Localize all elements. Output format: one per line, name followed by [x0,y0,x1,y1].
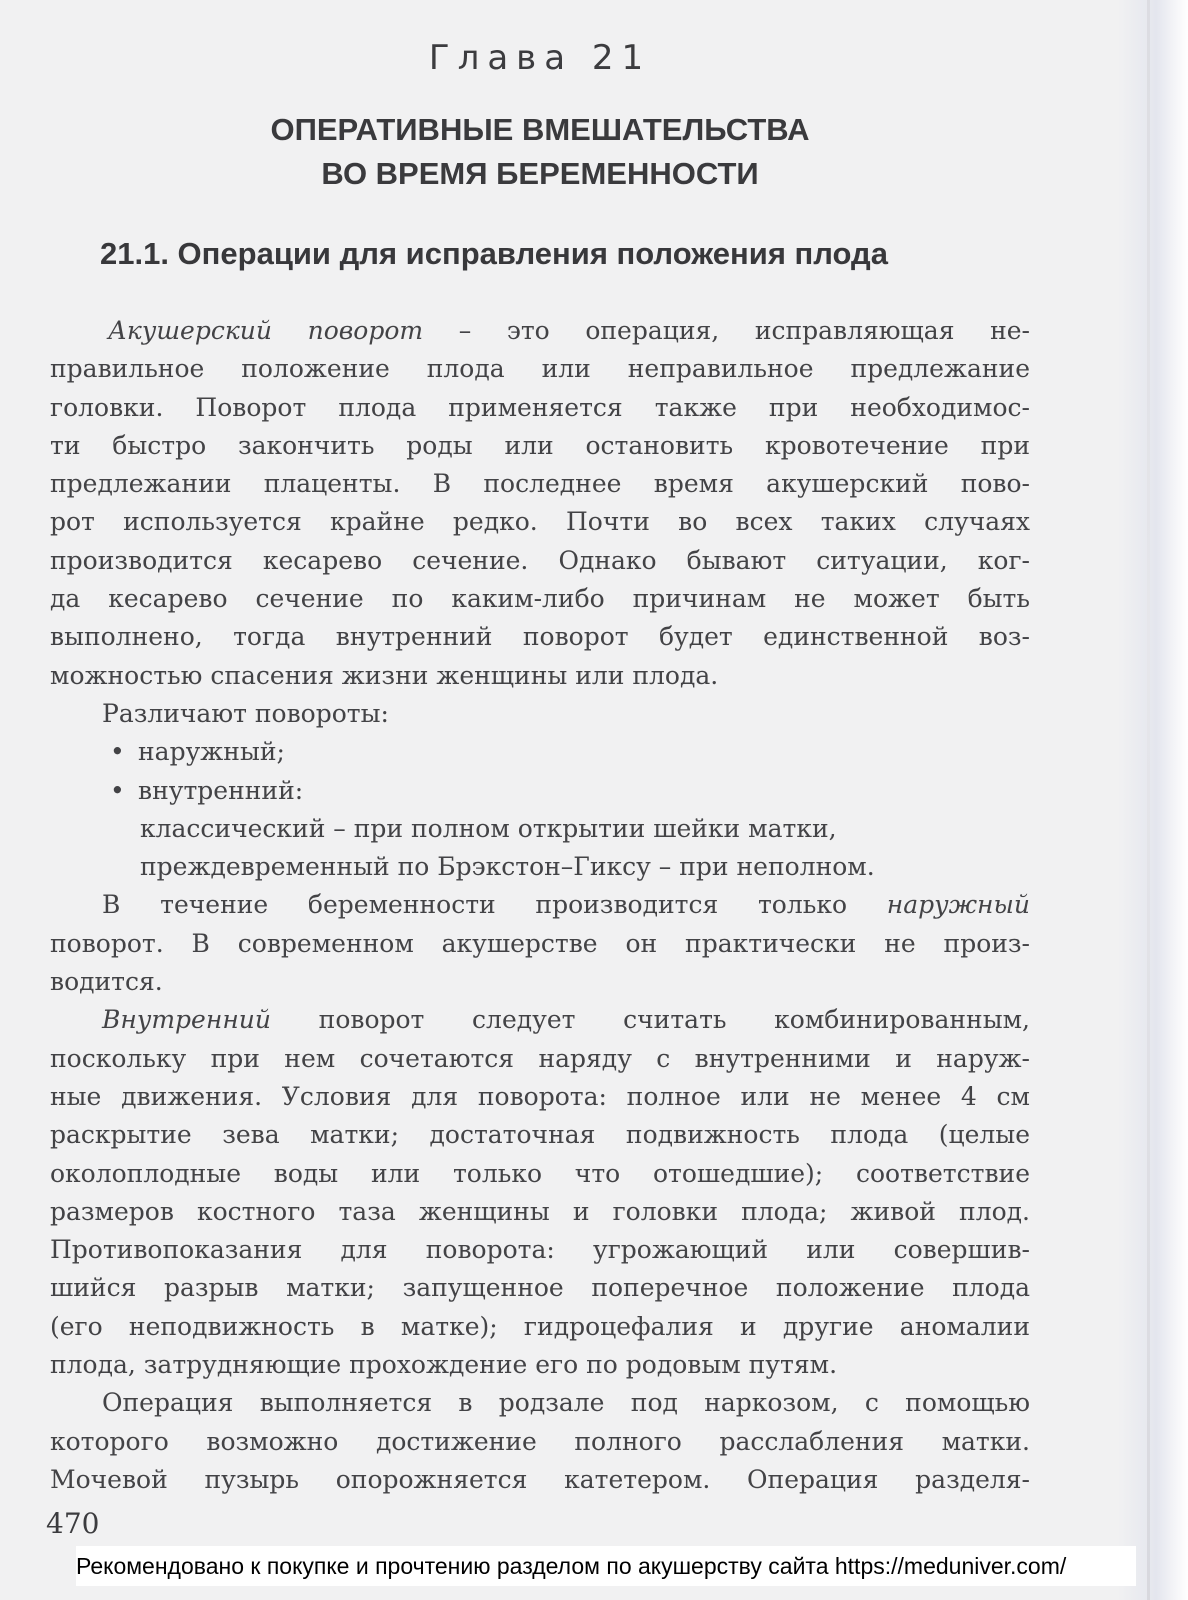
list-item: • наружный; [50,733,1030,771]
paragraph-line: Операция выполняется в родзале под наркозом, с помощью [102,1388,1030,1418]
paragraph-line: Противопоказания для поворота: угрожающий или совершив- [50,1235,1030,1265]
paragraph-line: выполнено, тогда внутренний поворот будет единственной воз- [50,622,1030,652]
italic-term: Внутренний [102,1005,271,1035]
paragraph-line: (его неподвижность в матке); гидроцефалия и другие аномалии [50,1311,1030,1341]
paragraph-line: водится. [50,967,163,997]
chapter-title [0,108,1080,196]
italic-term: наружный [886,890,1030,920]
bullet-icon: • [110,775,125,805]
source-banner: Рекомендовано к покупке и прочтению разделом по акушерству сайта https://meduniver.com/ [76,1546,1136,1586]
page-number: 470 [46,1507,100,1540]
paragraph-line: производится кесарево сечение. Однако бывают ситуации, ког- [50,545,1030,575]
paragraph-line: Мочевой пузырь опорожняется катетером. Операция разделя- [50,1464,1030,1494]
chapter-title-line: ОПЕРАТИВНЫЕ ВМЕШАТЕЛЬСТВА [270,112,810,147]
paragraph-line: да кесарево сечение по каким-либо причинам не может быть [50,584,1030,614]
paragraph-line: ти быстро закончить роды или остановить кровотечение при [50,430,1030,460]
paragraph-line: предлежании плаценты. В последнее время акушерский пово- [50,469,1030,499]
paragraph-line: Акушерский поворот – это операция, исправляющая не- [108,316,1030,345]
paragraph-line: плода, затрудняющие прохождение его по родовым путям. [50,1350,838,1380]
paragraph-line: шийся разрыв матки; запущенное поперечное положение плода [50,1273,1030,1303]
paragraph-line: рот используется крайне редко. Почти во всех таких случаях [50,507,1030,537]
paragraph-line: головки. Поворот плода применяется также при необходимос- [50,392,1030,422]
list-subitem: преждевременный по Брэкстон–Гиксу – при неполном. [140,852,875,882]
paragraph-line: можностью спасения жизни женщины или плода. [50,660,719,690]
paragraph-line: размеров костного таза женщины и головки плода; живой плод. [50,1196,1030,1226]
paragraph-line: которого возможно достижение полного расслабления матки. [50,1426,1030,1456]
chapter-title-line: ВО ВРЕМЯ БЕРЕМЕННОСТИ [321,156,759,191]
paragraph-line: ные движения. Условия для поворота: полное или не менее 4 см [50,1081,1030,1111]
paragraph-line: раскрытие зева матки; достаточная подвижность плода (целые [50,1120,1030,1150]
paragraph-line: Внутренний поворот следует считать комбинированным, [102,1005,1030,1035]
paragraph-line: правильное положение плода или неправильное предлежание [50,354,1030,384]
paragraph-line: поворот. В современном акушерстве он практически не произ- [50,928,1030,958]
chapter-label: Глава 21 [428,38,652,78]
list-intro: Различают повороты: [102,698,389,728]
italic-term: Акушерский поворот [108,316,424,345]
body-text [50,312,1030,1499]
section-title: 21.1. Операции для исправления положения плода [100,236,888,271]
paragraph-line: поскольку при нем сочетаются наряду с внутренними и наруж- [50,1043,1030,1073]
paragraph-line: околоплодные воды или только что отошедшие); соответствие [50,1158,1030,1188]
list-subitem: классический – при полном открытии шейки матки, [140,813,837,843]
paragraph-line: В течение беременности производится только наружный [102,890,1030,920]
bullet-icon: • [110,737,125,767]
list-item: • внутренний: [50,772,1030,810]
